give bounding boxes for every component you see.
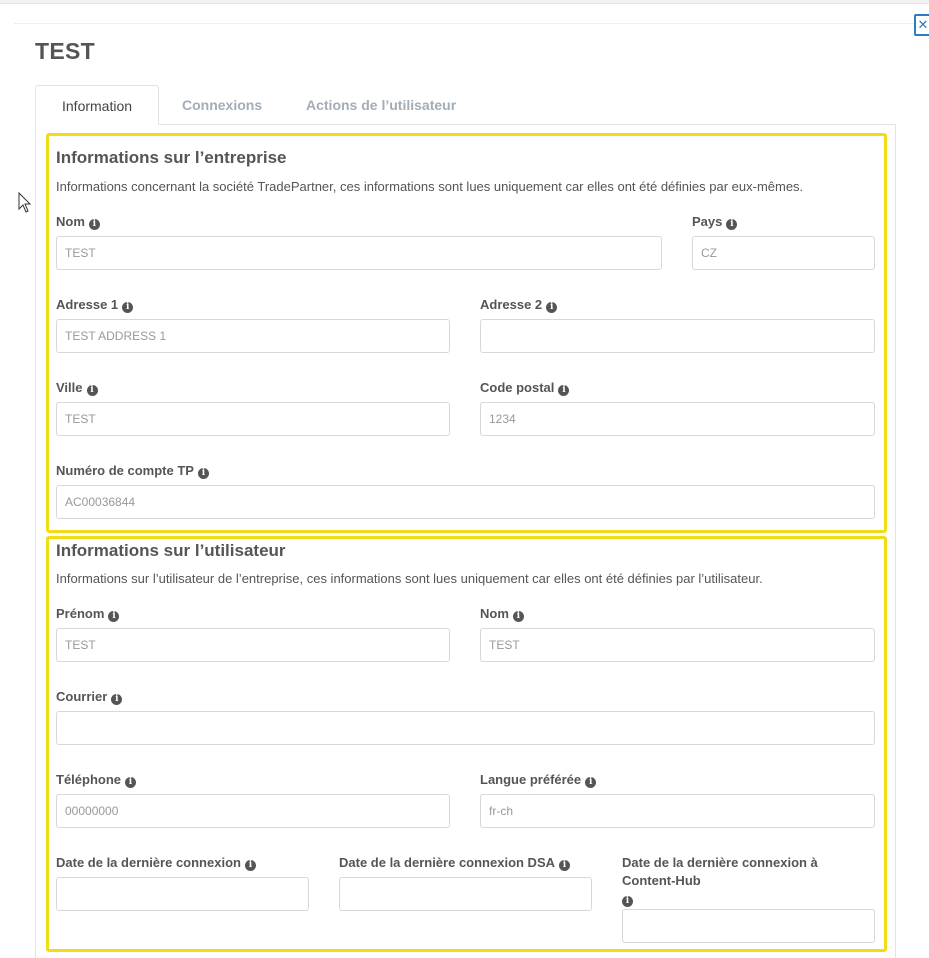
info-circle-icon[interactable]: i bbox=[726, 219, 737, 230]
lastname-label: Nom i bbox=[480, 606, 524, 622]
company-name-label: Nom i bbox=[56, 214, 100, 230]
info-circle-icon[interactable]: i bbox=[585, 777, 596, 788]
info-circle-icon[interactable]: i bbox=[245, 860, 256, 871]
tab-connexions[interactable]: Connexions bbox=[182, 97, 263, 113]
mail-field[interactable] bbox=[56, 711, 875, 745]
last-login-hub-field[interactable] bbox=[622, 909, 875, 943]
firstname-field[interactable]: TEST bbox=[56, 628, 450, 662]
info-circle-icon[interactable]: i bbox=[558, 385, 569, 396]
account-number-field[interactable]: AC00036844 bbox=[56, 485, 875, 519]
address1-label: Adresse 1 i bbox=[56, 297, 133, 313]
user-section-description: Informations sur l’utilisateur de l’entreprise, ces informations sont lues uniquement car elles ont été définies par l’utilisateur. bbox=[56, 571, 763, 586]
company-section-description: Informations concernant la société TradePartner, ces informations sont lues uniquement car elles ont été définies par eux-mêmes. bbox=[56, 179, 804, 194]
info-circle-icon[interactable]: i bbox=[108, 611, 119, 622]
tab-user-actions[interactable]: Actions de l’utilisateur bbox=[306, 97, 457, 113]
firstname-label: Prénom i bbox=[56, 606, 119, 622]
lastname-field[interactable]: TEST bbox=[480, 628, 875, 662]
city-field[interactable]: TEST bbox=[56, 402, 450, 436]
postal-code-field[interactable]: 1234 bbox=[480, 402, 875, 436]
address2-label: Adresse 2 i bbox=[480, 297, 557, 313]
language-label: Langue préférée i bbox=[480, 772, 596, 788]
info-circle-icon[interactable]: i bbox=[513, 611, 524, 622]
phone-field[interactable]: 00000000 bbox=[56, 794, 450, 828]
info-circle-icon[interactable]: i bbox=[125, 777, 136, 788]
info-circle-icon[interactable]: i bbox=[559, 860, 570, 871]
info-circle-icon[interactable]: i bbox=[622, 896, 633, 907]
last-login-dsa-field[interactable] bbox=[339, 877, 592, 911]
city-label: Ville i bbox=[56, 380, 98, 396]
top-bar bbox=[0, 0, 929, 4]
language-field[interactable]: fr-ch bbox=[480, 794, 875, 828]
country-label: Pays i bbox=[692, 214, 737, 230]
user-section-title: Informations sur l’utilisateur bbox=[56, 541, 286, 560]
info-circle-icon[interactable]: i bbox=[198, 468, 209, 479]
info-circle-icon[interactable]: i bbox=[122, 302, 133, 313]
phone-label: Téléphone i bbox=[56, 772, 136, 788]
info-circle-icon[interactable]: i bbox=[111, 694, 122, 705]
header-divider bbox=[14, 23, 929, 24]
info-circle-icon[interactable]: i bbox=[87, 385, 98, 396]
mouse-pointer-icon bbox=[18, 192, 32, 214]
last-login-field[interactable] bbox=[56, 877, 309, 911]
tab-information[interactable]: Information bbox=[35, 85, 159, 125]
address1-field[interactable]: TEST ADDRESS 1 bbox=[56, 319, 450, 353]
account-number-label: Numéro de compte TP i bbox=[56, 463, 209, 479]
page-title: TEST bbox=[35, 38, 95, 64]
country-field[interactable]: CZ bbox=[692, 236, 875, 270]
address2-field[interactable] bbox=[480, 319, 875, 353]
last-login-label: Date de la dernière connexion i bbox=[56, 855, 256, 871]
info-circle-icon[interactable]: i bbox=[89, 219, 100, 230]
postal-code-label: Code postal i bbox=[480, 380, 569, 396]
company-section-title: Informations sur l’entreprise bbox=[56, 148, 287, 167]
company-name-field[interactable]: TEST bbox=[56, 236, 662, 270]
last-login-dsa-label: Date de la dernière connexion DSA i bbox=[339, 855, 570, 871]
info-circle-icon[interactable]: i bbox=[546, 302, 557, 313]
mail-label: Courrier i bbox=[56, 689, 122, 705]
close-icon[interactable]: ✕ bbox=[914, 14, 929, 36]
last-login-hub-label: Date de la dernière connexion à Content-Hub i bbox=[622, 855, 818, 906]
